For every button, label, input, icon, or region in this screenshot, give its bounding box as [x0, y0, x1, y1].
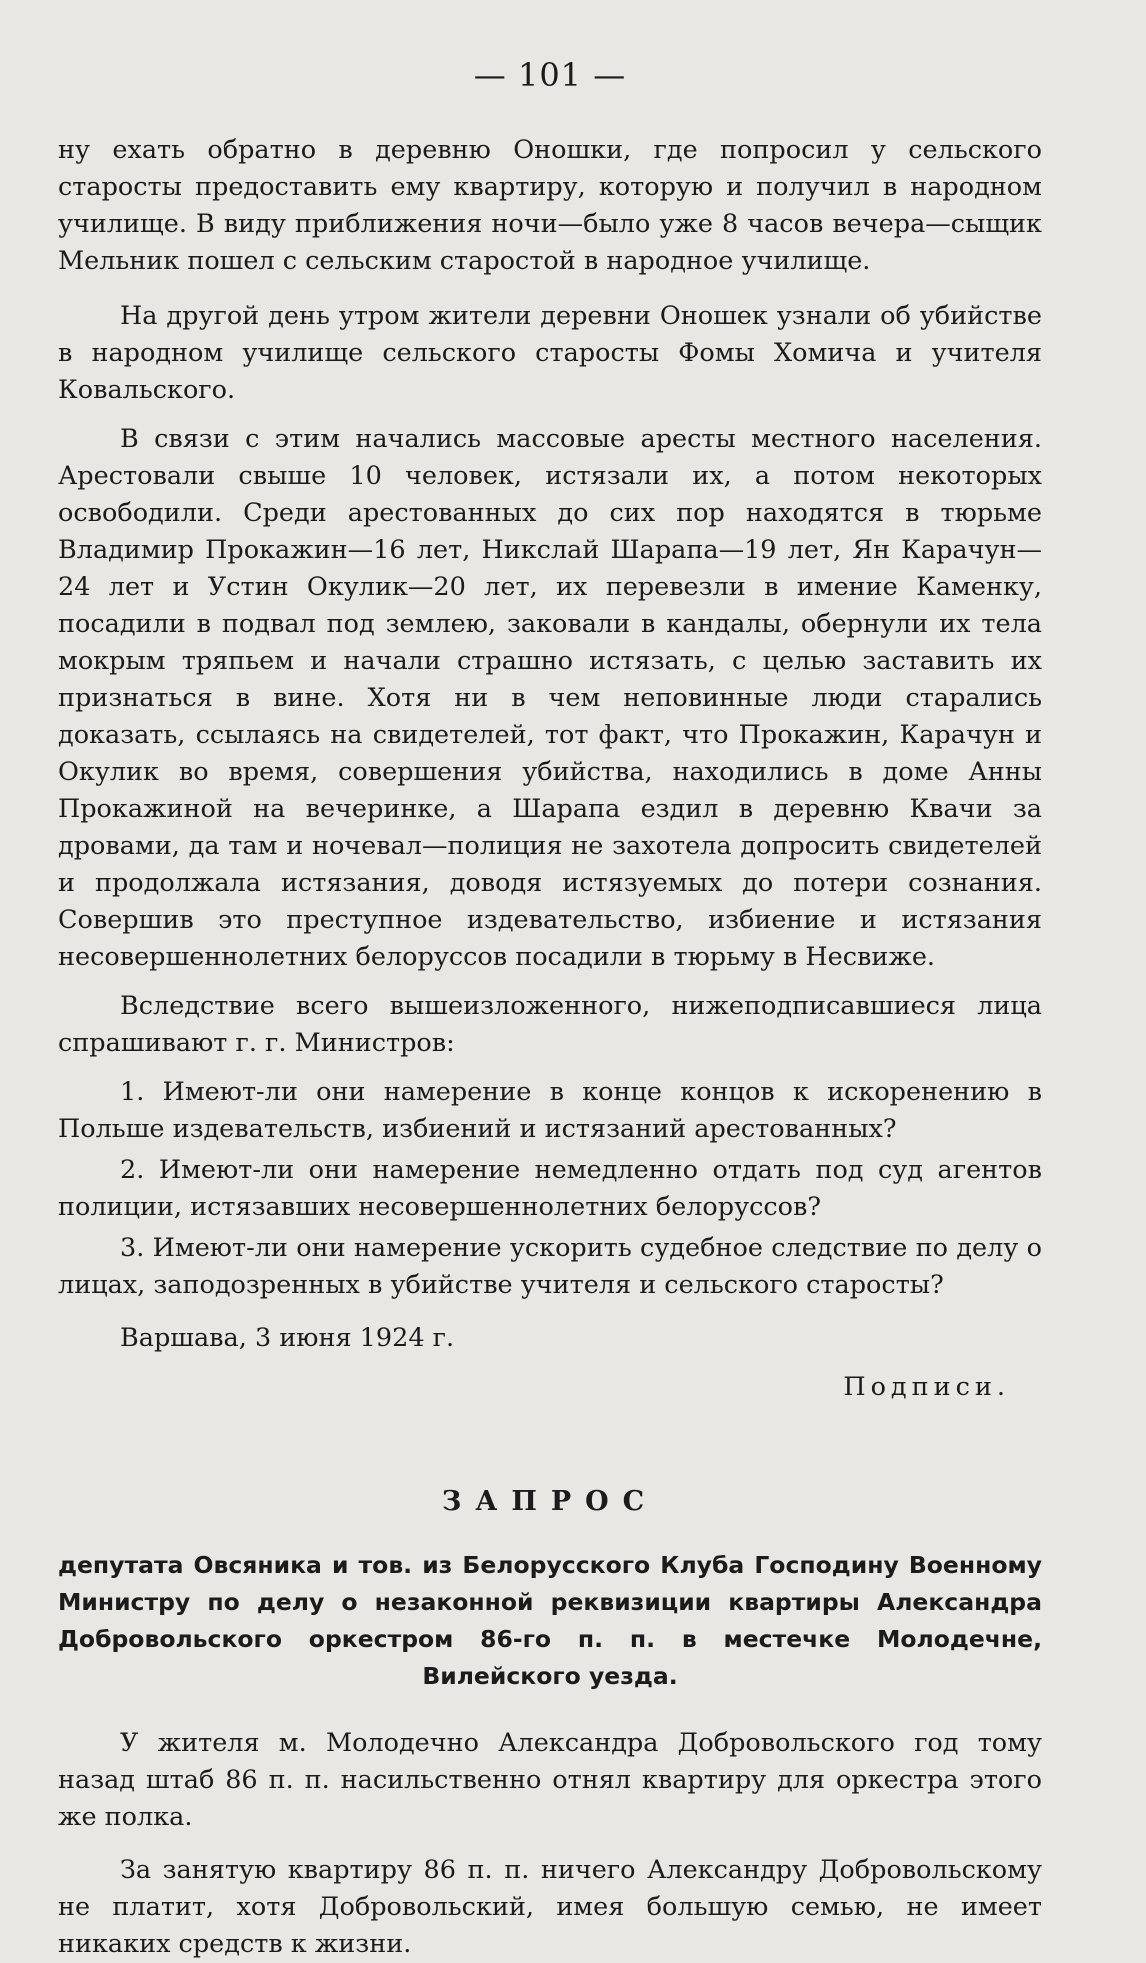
paragraph-continuation: ну ехать обратно в деревню Оношки, где попросил у сельского старосты предоставить ему квартиру, которую и получил в народном училище. В виду приближения ночи—было уже 8 часов вечера—сыщик Мельник пошел с сельским старостой в народное училище. [58, 135, 1042, 276]
body-text-lower [58, 1725, 1042, 1963]
paragraph-requisition: У жителя м. Молодечно Александра Добровольского год тому назад штаб 86 п. п. насильственно отнял квартиру для оркестра этого же полка. [58, 1728, 1042, 1832]
paragraph-arrests: В связи с этим начались массовые аресты местного населения. Арестовали свыше 10 человек, истязали их, а потом некоторых освободили. Среди арестованных до сих пор находятся в тюрьме Владимир Прокажин—16 лет, Никслай Шарапа—19 лет, Ян Карачун—24 лет и Устин Окулик—20 лет, их перевезли в имение Каменку, посадили в подвал под землею, заковали в кандалы, обернули их тела мокрым тряпьем и начали страшно истязать, с целью заставить их признаться в вине. Хотя ни в чем неповинные люди старались доказать, ссылаясь на свидетелей, тот факт, что Прокажин, Карачун и Окулик во время, совершения убийства, находились в доме Анны Прокажиной на вечеринке, а Шарапа ездил в деревню Квачи за дровами, да там и ночевал—полиция не захотела допросить свидетелей и продолжала истязания, доводя истязуемых до потери сознания. Совершив это преступное издевательство, избиение и истязания несовершеннолетних белоруссов посадили в тюрьму в Несвиже. [58, 424, 1042, 972]
question-2: 2. Имеют-ли они намерение немедленно отдать под суд агентов полиции, истязавших несовершеннолетних белоруссов? [58, 1155, 1042, 1222]
paragraph-no-payment: За занятую квартиру 86 п. п. ничего Александру Добровольскому не платит, хотя Добровольский, имея большую семью, не имеет никаких средств к жизни. [58, 1855, 1042, 1959]
section-heading: ЗАПРОС [441, 1486, 659, 1517]
section-subheading: депутата Овсяника и тов. из Белорусского Клуба Господину Военному Министру по делу о незаконной реквизиции квартиры Александра Добровольского оркестром 86-го п. п. в местечке Молодечне, Вилейского уезда. [58, 1551, 1042, 1690]
dateline: Варшава, 3 июня 1924 г. [120, 1323, 455, 1353]
paragraph-murder-report: На другой день утром жители деревни Оношек узнали об убийстве в народном училище сельского старосты Фомы Хомича и учителя Ковальского. [58, 301, 1042, 405]
paragraph-inquiry-intro: Вследствие всего вышеизложенного, нижеподписавшиеся лица спрашивают г. г. Министров: [58, 991, 1042, 1058]
question-3: 3. Имеют-ли они намерение ускорить судебное следствие по делу о лицах, заподозренных в убийстве учителя и сельского старосты? [58, 1233, 1042, 1300]
body-text [58, 132, 1042, 1406]
signatures: Подписи. [843, 1372, 1010, 1402]
page-number: — 101 — [473, 56, 627, 94]
question-1: 1. Имеют-ли они намерение в конце концов к искоренению в Польше издевательств, избиений и истязаний арестованных? [58, 1077, 1042, 1144]
